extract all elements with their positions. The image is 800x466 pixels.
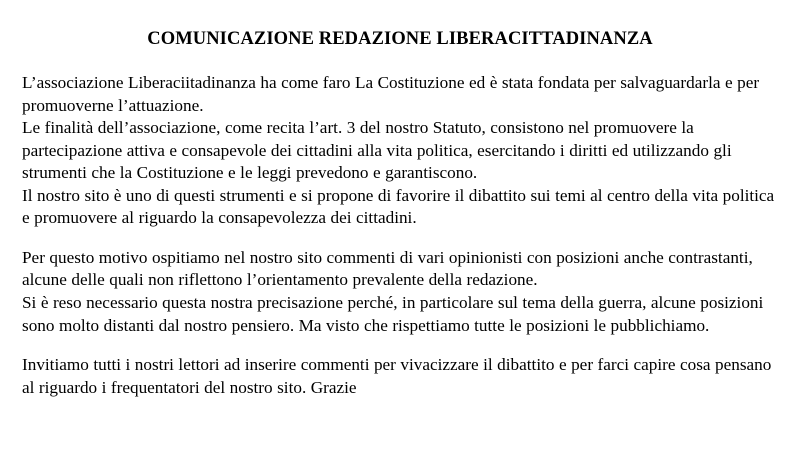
paragraph-5: Si è reso necessario questa nostra precisazione perché, in particolare sul tema della guerra, alcune posizioni sono molto distanti dal nostro pensiero. Ma visto che rispettiamo tutte le posizioni le pubblichiamo. bbox=[22, 292, 764, 335]
paragraph-spacer-2 bbox=[22, 337, 778, 354]
paragraph-2: Le finalità dell’associazione, come recita l’art. 3 del nostro Statuto, consistono nel promuovere la partecipazione attiva e consapevole dei cittadini alla vita politica, esercitando i diritti ed utilizzando gli strumenti che la Costituzione e le leggi prevedono e garantiscono. bbox=[22, 118, 732, 183]
page-title: COMUNICAZIONE REDAZIONE LIBERACITTADINANZA bbox=[147, 29, 653, 49]
paragraph-3: Il nostro sito è uno di questi strumenti e si propone di favorire il dibattito sui temi al centro della vita politica e promuovere al riguardo la consapevolezza dei cittadini. bbox=[22, 185, 775, 228]
paragraph-6: Invitiamo tutti i nostri lettori ad inserire commenti per vivacizzare il dibattito e per farci capire cosa pensano al riguardo i frequentatori del nostro sito. Grazie bbox=[22, 355, 772, 397]
paragraph-spacer-1 bbox=[22, 230, 778, 247]
paragraph-1: L’associazione Liberaciitadinanza ha come faro La Costituzione ed è stata fondata per salvaguardarla e per promuoverne l’attuazione. bbox=[22, 73, 760, 115]
paragraph-4: Per questo motivo ospitiamo nel nostro sito commenti di vari opinionisti con posizioni anche contrastanti, alcune delle quali non riflettono l’orientamento prevalente della redazione. bbox=[22, 247, 753, 290]
